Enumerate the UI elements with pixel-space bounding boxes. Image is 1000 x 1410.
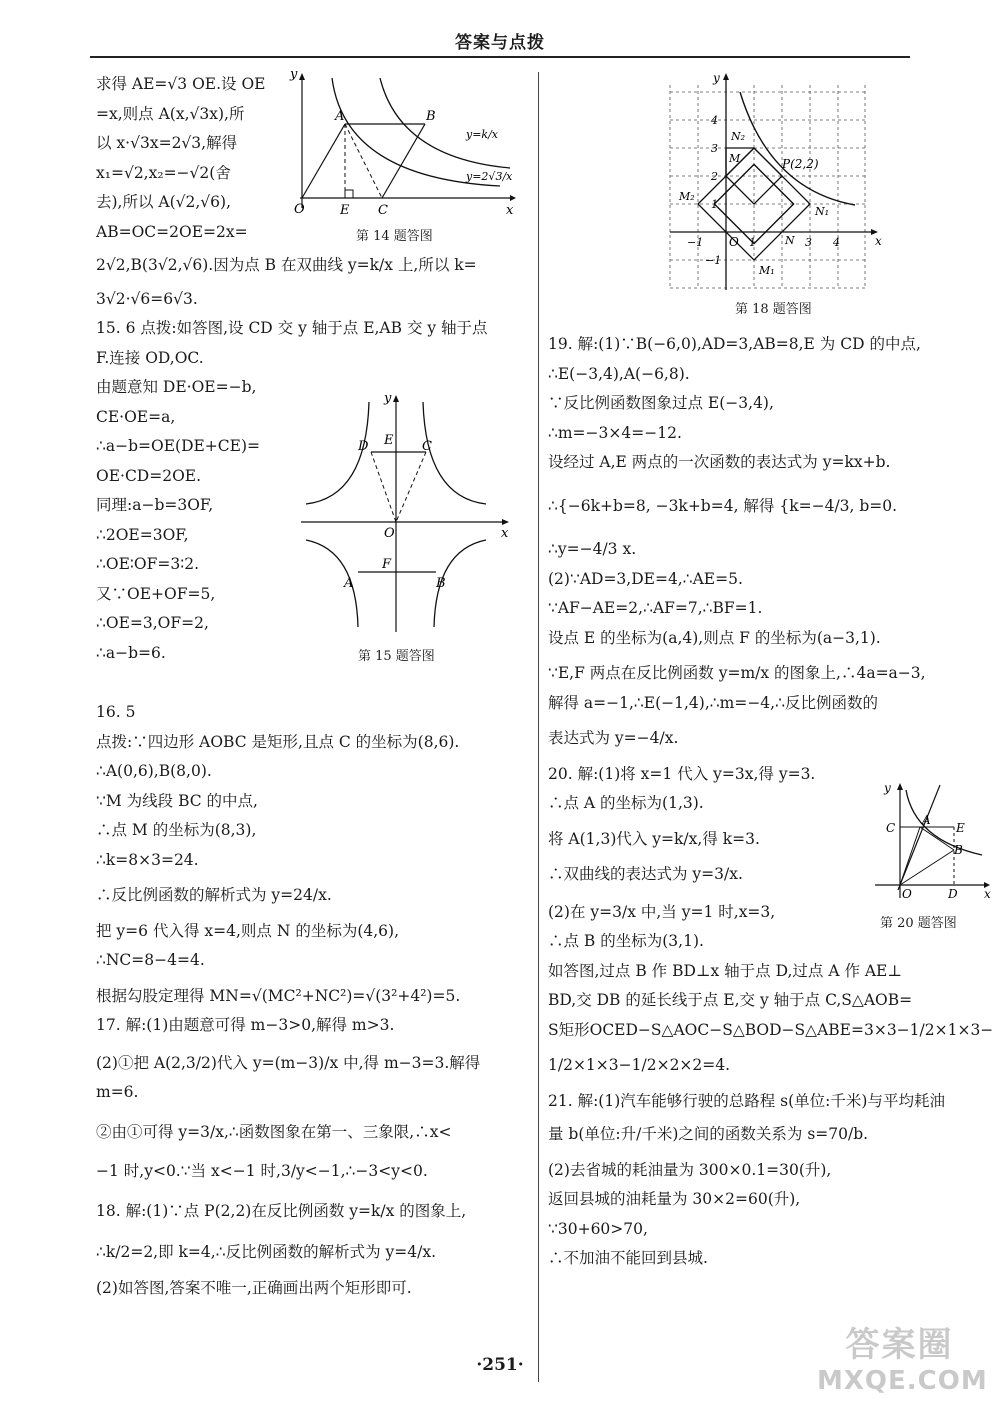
fig14-label: E [340, 203, 350, 218]
text-line: 量 b(单位:升/千米)之间的函数关系为 s=70/b. [548, 1125, 869, 1143]
fig20-label: y [884, 781, 891, 795]
fig18-label: x [875, 234, 882, 248]
fig15-label: C [422, 439, 432, 454]
text-line: ∴k=8×3=24. [96, 850, 199, 869]
fig18-label: O [729, 235, 739, 249]
text-line: 15. 6 点拨:如答图,设 CD 交 y 轴于点 E,AB 交 y 轴于点 [96, 319, 488, 337]
text-line: 2√2,B(3√2,√6).因为点 B 在双曲线 y=k/x 上,所以 k= [96, 256, 477, 274]
figure-14-caption: 第 14 题答图 [356, 229, 433, 244]
text-line: ∴y=−4/3 x. [548, 540, 637, 558]
page-number: ·251· [476, 1355, 524, 1375]
fig14-label: y [290, 68, 298, 82]
figure-14 [280, 68, 520, 218]
text-line: 把 y=6 代入得 x=4,则点 N 的坐标为(4,6), [96, 921, 399, 940]
text-line: 表达式为 y=−4/x. [548, 729, 679, 747]
fig18-label: −1 [705, 254, 722, 267]
fig20-label: B [954, 843, 963, 857]
fig15-label: x [501, 526, 509, 541]
text-line: 返回县城的油耗量为 30×2=60(升), [548, 1190, 801, 1208]
fig18-label: M [729, 152, 741, 165]
watermark [817, 1325, 988, 1405]
figure-15 [296, 392, 516, 637]
text-line: 同理:a−b=3OF, [96, 496, 214, 514]
text-line: 以 x·√3x=2√3,解得 [96, 134, 238, 152]
text-line: ②由①可得 y=3/x,∴函数图象在第一、三象限,∴x< [96, 1122, 452, 1141]
fig15-label: E [384, 433, 394, 448]
text-line: ∴a−b=OE(DE+CE)= [96, 437, 261, 455]
text-line: (2)①把 A(2,3/2)代入 y=(m−3)/x 中,得 m−3=3.解得 [96, 1053, 481, 1072]
text-line: 16. 5 [96, 703, 136, 721]
fig18-label: N₁ [815, 205, 830, 218]
text-line: 去),所以 A(√2,√6), [96, 193, 232, 211]
figure-20-caption: 第 20 题答图 [880, 916, 957, 931]
fig20-label: A [922, 813, 931, 827]
text-line: ∴2OE=3OF, [96, 525, 189, 544]
fig18-label: P(2,2) [782, 157, 819, 171]
text-line: ∴E(−3,4),A(−6,8). [548, 364, 690, 383]
text-line: ∴NC=8−4=4. [96, 951, 205, 969]
fig15-label: A [344, 576, 354, 591]
fig15-label: O [384, 526, 395, 541]
text-line: ∴{−6k+b=8, −3k+b=4, 解得 {k=−4/3, b=0. [548, 496, 898, 515]
watermark-bottom: MXQE.COM [817, 1366, 988, 1396]
fig18-label: 1 [711, 198, 718, 211]
fig20-label: O [902, 887, 912, 901]
text-line: ∴OE=3,OF=2, [96, 614, 209, 632]
fig18-label: y [713, 71, 720, 85]
fig20-label: D [948, 887, 958, 901]
text-line: ∴k/2=2,即 k=4,∴反比例函数的解析式为 y=4/x. [96, 1243, 436, 1261]
fig14-label: A [335, 109, 345, 124]
text-line: −1 时,y<0.∵当 x<−1 时,3/y<−1,∴−3<y<0. [96, 1162, 428, 1180]
text-line: 21. 解:(1)汽车能够行驶的总路程 s(单位:千米)与平均耗油 [548, 1091, 945, 1110]
fig18-label: 4 [711, 114, 718, 127]
fig15-label: B [436, 576, 446, 591]
fig18-label: 4 [833, 236, 840, 249]
fig18-label: M₁ [759, 264, 775, 277]
text-line: 3√2·√6=6√3. [96, 289, 198, 308]
fig18-label: −1 [687, 236, 704, 249]
text-line: 如答图,过点 B 作 BD⊥x 轴于点 D,过点 A 作 AE⊥ [548, 961, 902, 980]
text-line: AB=OC=2OE=2x= [96, 222, 248, 241]
fig18-label: 2 [711, 170, 718, 183]
text-line: ∴m=−3×4=−12. [548, 423, 682, 442]
text-line: 将 A(1,3)代入 y=k/x,得 k=3. [548, 829, 760, 848]
text-line: OE·CD=2OE. [96, 466, 202, 485]
text-line: (2)去省城的耗油量为 300×0.1=30(升), [548, 1160, 832, 1179]
fig14-label: y=k/x [466, 128, 499, 141]
fig18-label: 3 [805, 236, 812, 249]
text-line: x₁=√2,x₂=−√2(舍 [96, 163, 231, 182]
figure-18-caption: 第 18 题答图 [735, 302, 812, 317]
text-line: ∵反比例函数图象过点 E(−3,4), [548, 394, 774, 412]
text-line: (2)在 y=3/x 中,当 y=1 时,x=3, [548, 902, 776, 921]
fig18-label: 3 [711, 142, 718, 155]
text-line: =x,则点 A(x,√3x),所 [96, 104, 245, 123]
fig18-label: N₂ [731, 130, 746, 143]
text-line: 设经过 A,E 两点的一次函数的表达式为 y=kx+b. [548, 453, 891, 471]
fig14-label: x [506, 203, 514, 218]
text-line: 又∵OE+OF=5, [96, 584, 216, 603]
text-line: 19. 解:(1)∵B(−6,0),AD=3,AB=8,E 为 CD 的中点, [548, 335, 921, 353]
fig14-label: B [426, 109, 436, 124]
fig18-label: 1 [749, 236, 756, 249]
text-line: ∴反比例函数的解析式为 y=24/x. [96, 886, 332, 904]
text-line: ∴点 A 的坐标为(1,3). [548, 794, 704, 812]
text-line: ∴A(0,6),B(8,0). [96, 762, 212, 780]
text-line: ∴OE∶OF=3∶2. [96, 555, 200, 573]
text-line: (2)∵AD=3,DE=4,∴AE=5. [548, 569, 743, 588]
column-divider [538, 72, 539, 1382]
text-line: ∴双曲线的表达式为 y=3/x. [548, 865, 743, 883]
text-line: ∵30+60>70, [548, 1219, 648, 1238]
page-header: 答案与点拨 [455, 33, 545, 53]
text-line: ∴a−b=6. [96, 643, 166, 662]
text-line: 点拨:∵四边形 AOBC 是矩形,且点 C 的坐标为(8,6). [96, 732, 460, 751]
text-line: ∵E,F 两点在反比例函数 y=m/x 的图象上,∴4a=a−3, [548, 664, 926, 682]
left-column [96, 70, 521, 1303]
fig15-label: y [384, 392, 392, 406]
right-column [548, 330, 993, 1274]
fig20-label: E [956, 821, 965, 835]
text-line: BD,交 DB 的延长线于点 E,交 y 轴于点 C,S△AOB= [548, 991, 913, 1009]
text-line: m=6. [96, 1083, 139, 1101]
text-line: 20. 解:(1)将 x=1 代入 y=3x,得 y=3. [548, 764, 816, 783]
text-line: CE·OE=a, [96, 407, 176, 426]
text-line: 17. 解:(1)由题意可得 m−3>0,解得 m>3. [96, 1016, 395, 1034]
text-line: 根据勾股定理得 MN=√(MC²+NC²)=√(3²+4²)=5. [96, 986, 461, 1005]
fig20-label: C [886, 821, 896, 835]
fig14-label: y=2√3/x [466, 170, 513, 183]
text-line: (2)如答图,答案不唯一,正确画出两个矩形即可. [96, 1278, 412, 1297]
fig18-label: N [785, 234, 795, 247]
text-line: 设点 E 的坐标为(a,4),则点 F 的坐标为(a−3,1). [548, 628, 881, 647]
fig15-label: D [358, 439, 369, 454]
text-line: ∴点 B 的坐标为(3,1). [548, 932, 704, 950]
text-line: ∵AF−AE=2,∴AF=7,∴BF=1. [548, 599, 763, 617]
text-line: ∵M 为线段 BC 的中点, [96, 791, 258, 810]
text-line: 解得 a=−1,∴E(−1,4),∴m=−4,∴反比例函数的 [548, 693, 878, 712]
figure-15-caption: 第 15 题答图 [358, 649, 435, 664]
header-rule [90, 56, 910, 58]
text-line: 1/2×1×3−1/2×2×2=4. [548, 1056, 731, 1074]
fig14-label: C [378, 203, 388, 218]
fig20-label: x [984, 887, 991, 901]
text-line: 求得 AE=√3 OE.设 OE [96, 75, 266, 93]
watermark-top: 答案圈 [845, 1325, 954, 1365]
text-line: 由题意知 DE·OE=−b, [96, 378, 257, 396]
fig14-label: O [294, 202, 305, 217]
text-line: ∴点 M 的坐标为(8,3), [96, 821, 257, 839]
text-line: 18. 解:(1)∵点 P(2,2)在反比例函数 y=k/x 的图象上, [96, 1201, 467, 1220]
text-line: S矩形OCED−S△AOC−S△BOD−S△ABE=3×3−1/2×1×3− [548, 1020, 994, 1039]
text-line: ∴不加油不能回到县城. [548, 1249, 708, 1267]
fig15-label: F [382, 557, 392, 572]
curve-2sqrt3 [380, 78, 510, 168]
fig18-label: M₂ [679, 190, 695, 203]
text-line: F.连接 OD,OC. [96, 348, 204, 367]
figure-18 [665, 70, 890, 295]
